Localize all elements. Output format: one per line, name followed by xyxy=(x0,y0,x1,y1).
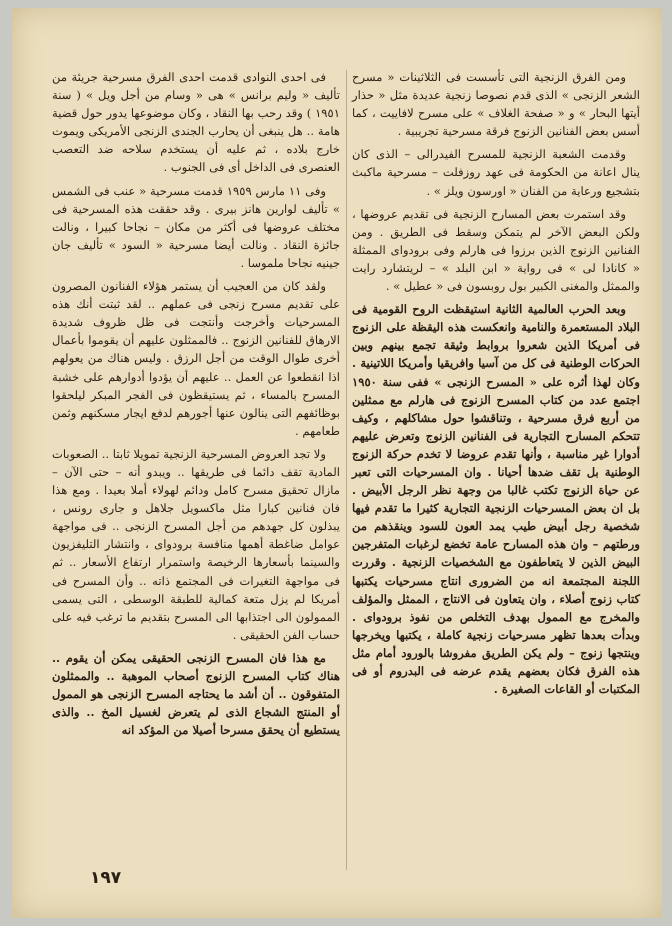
left-column xyxy=(52,68,340,744)
page-number: ١٩٧ xyxy=(90,868,122,888)
paragraph: مع هذا فان المسرح الزنجى الحقيقى يمكن أن يقوم .. هناك كتاب المسرح الزنوج أصحاب الموهبة .. والممثلون المتفوقون .. أن أشد ما يحتاجه المسرح الزنجى هو الممول أو المنتج الشجاع الذى لم يتعرض لغسيل المخ .. والذى يستطيع أن يحقق مسرحا أصيلا من المؤكد انه xyxy=(52,650,340,738)
paragraph: ولا تجد العروض المسرحية الزنجية تمويلا ثابتا .. الصعوبات المادية تقف دائما فى طريقها .. ويبدو أنه – حتى الآن – مازال تحقيق مسرح كامل ودائم لهولاء أملا بعيدا . ومع هذا فان فنانين كبارا مثل ماكسويل جلاهل و جارى رونس ، يبذلون كل جهدهم من أجل المسرح الزنجى .. فى مواجهة عوامل ضاغطة أهمها منافسة برودواى ، وانتشار التليفزيون والسينما بأسعارها الرخيصة واستمرار ارتفاع الأسعار .. ثم فى مواجهة التغيرات فى المجتمع ذاته .. وأن المسرح فى أمريكا لم يزل متعة كمالية للطبقة الوسطى ، التى يسمى الممولون الى اجتذابها الى المسرح بتقديم ما ترغب فيه على حساب الفن الحقيقى . xyxy=(51,446,340,642)
paragraph: فى احدى النوادى قدمت احدى الفرق مسرحية جريئة من تأليف « وليم برانس » هى « وسام من أجل ويل » ( سنة ١٩٥١ ) وقد رحب بها النقاد ، وكان موضوعها يدور حول قضية هامة .. هل ينبغى أن يحارب الجندى الزنجى الأمريكى ويموت خارج بلاده ، ثم عليه أن يستخدم سلاحه ضد التعصب العنصرى فى الداخل أى فى الجنوب . xyxy=(52,70,340,175)
paragraph: وبعد الحرب العالمية الثانية استيقظت الروح القومية فى البلاد المستعمرة والنامية وانعكست هذه اليقظة على الزنوج فى أمريكا الذين شعروا بروابط وثيقة تجمع بينهم وبين الحركات الوطنية فى كل من آسيا وافريقيا وأمريكا اللاتينية . وكان لهذا أثره على « المسرح الزنجى » ففى سنة ١٩٥٠ اجتمع عدد من كتاب المسرح الزنوج فى هارلم مع ممثلين من أربع فرق مسرحية ، وتناقشوا حول مشاكلهم ، وكيف تتحكم المسارح التجارية فى الفنانين الزنوج وتعرض عليهم أدوارا غير مناسبة ، وأنها تقدم عروضا لا تخدم حركة الزنوج الوطنية بل تقف ضدها أحيانا . وان المسرحيات التى تعبر عن حياة الزنوج تكتب غالبا من وجهة نظر الرجل الأبيض . بل ان بعض المسرحيات الزنجية التجارية كثيرا ما تقدم فيها شخصية رجل أبيض طيب يمد العون للسود وينقذهم من ورطتهم – وان هذه المسارح عامة تخضع لرغبات المتفرجين البيض الذين لا يتعاطفون مع الشخصيات الزنجية . وقررت اللجنة المجتمعة انه من الضرورى انتاج مسرحيات يكتبها كتاب زنوج أصلاء ، وان يتعاون فى الانتاج ، الممثل والمؤلف والمخرج مع الممول بهدف التخلص من نفوذ برودواى . وبدأت بعدها تظهر مسرحيات زنجية كاملة ، يكتبها ويخرجها وينتجها زنوج – ولم يكن الطريق مفروشا بالورود أمام مثل هذه الفرق فكان بعضهم يقدم عرضه فى البدروم أو فى المكتبات أو القاعات الصغيرة . xyxy=(352,302,640,697)
book-page xyxy=(12,8,662,918)
paragraph: ومن الفرق الزنجية التى تأسست فى الثلاثينات « مسرح الشعر الزنجى » الذى قدم نصوصا زنجية عديدة مثل « حذار أيتها البحار » و « صفحة الغلاف » على مسرح لافاييت ، كما أسس بعض الفنانين الزنوج فرقة مسرحية تجريبية . xyxy=(352,70,640,139)
paragraph: ولقد كان من العجيب أن يستمر هؤلاء الفنانون المصرون على تقديم مسرح زنجى فى عملهم .. لقد ثبتت أنك هذه المسرحيات وأخرجت وأنتجت فى ظل ظروف شديدة الارهاق للفنانين الزنوج .. فالممثلون عليهم أن يقوموا بأعمال أخرى طوال الوقت من أجل الرزق . وليس هناك من يعولهم اذا انقطعوا عن العمل .. عليهم أن يؤدوا أدوارهم على خشبة المسرح بالمساء ، ثم يستيقظون فى الفجر المبكر ليلحقوا بوظائفهم التى ينالون عنها أجورهم لدفع ايجار مسكنهم وثمن طعامهم . xyxy=(52,279,340,438)
right-column xyxy=(352,68,640,703)
column-divider xyxy=(346,70,347,870)
paragraph: وفى ١١ مارس ١٩٥٩ قدمت مسرحية « عنب فى الشمس » تأليف لوارين هانز بيرى . وقد حققت هذه المسرحية فى مختلف عروضها فى أكثر من مكان – نجاحا كبيرا ، ونالت جائزة النقاد . ونالت أيضا مسرحية « السود » تأليف جان جينيه نجاحا ملموسا . xyxy=(52,183,340,270)
paragraph: وقدمت الشعبة الزنجية للمسرح الفيدرالى – الذى كان ينال اعانة من الحكومة فى عهد روزفلت – مسرحية ماكبث بتشجيع ورعاية من الفنان « اورسون ويلز » . xyxy=(352,147,640,198)
paragraph: وقد استمرت بعض المسارح الزنجية فى تقديم عروضها ، ولكن البعض الآخر لم يتمكن وسقط فى الطريق . ومن الفنانين الزنوج الذين برزوا فى هارلم وفى برودواى الممثلة « كانادا لى » فى رواية « ابن البلد » – لريتشارد رايت والممثل والمغنى الكبير بول روبسون فى « عطيل » . xyxy=(352,206,640,294)
